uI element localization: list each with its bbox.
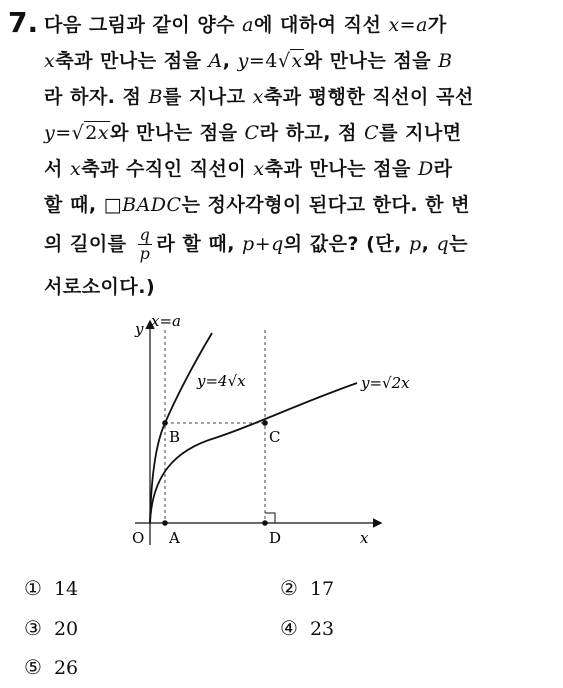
text: 가 <box>427 14 447 36</box>
text: 서로소이다.) <box>44 276 156 298</box>
math-p: p <box>408 233 422 255</box>
text: 축과 만나는 점을 <box>55 50 209 72</box>
question-line-7 <box>44 226 468 263</box>
question-number: 7. <box>8 6 39 39</box>
text: 축과 만나는 점을 <box>264 158 418 180</box>
text: 에 대하여 직선 <box>253 14 389 36</box>
choice-value: 23 <box>309 618 335 640</box>
math-x: x <box>291 50 303 72</box>
choice-2[interactable] <box>280 576 334 600</box>
text: 축과 수직인 직선이 <box>81 158 254 180</box>
text: 의 값은? (단, <box>283 233 409 255</box>
choice-4[interactable] <box>280 616 334 640</box>
label-point-c: C <box>269 428 281 446</box>
question-line-8 <box>44 272 155 299</box>
question-line-3 <box>44 82 474 109</box>
fraction-q-over-p <box>138 226 153 263</box>
choice-value: 14 <box>53 578 79 600</box>
text: 라 하고, 점 <box>259 122 365 144</box>
sqrt-sign: √ <box>71 122 85 144</box>
label-point-a: A <box>169 529 180 547</box>
label-x-axis: x <box>360 529 369 547</box>
figure-graph <box>95 300 410 560</box>
math-B: B <box>438 50 453 72</box>
text: , <box>222 50 238 72</box>
text: 는 <box>449 233 469 255</box>
text: 는 정사각형이 된다고 한다. 한 변 <box>181 194 470 216</box>
math-x: x <box>252 86 264 108</box>
curve-y-4sqrtx <box>150 333 212 523</box>
label-y-axis: y <box>135 320 144 338</box>
math-x: x <box>69 158 82 180</box>
label-origin: O <box>132 529 145 547</box>
point-a <box>162 520 168 526</box>
question-line-1 <box>44 10 447 37</box>
fraction-numerator: q <box>139 225 151 244</box>
math-a: a <box>416 14 428 36</box>
choice-3[interactable] <box>24 616 78 640</box>
label-curve-4sqrtx: y=4√x <box>197 372 246 390</box>
math-y: y <box>44 122 56 144</box>
choice-1[interactable] <box>24 576 78 600</box>
text: 와 만나는 점을 <box>110 122 245 144</box>
math-y: y <box>237 50 249 72</box>
label-point-d: D <box>269 529 282 547</box>
text: 라 <box>433 158 453 180</box>
text: 다음 그림과 같이 양수 <box>44 14 243 36</box>
math-a: a <box>242 14 254 36</box>
math-C: C <box>244 122 260 144</box>
choice-mark: ② <box>280 576 298 600</box>
text: 를 지나고 <box>162 86 253 108</box>
text: 축과 평행한 직선이 곡선 <box>263 86 474 108</box>
point-c <box>262 420 268 426</box>
math-D: D <box>417 158 434 180</box>
text: 서 <box>44 158 70 180</box>
fraction-denominator: p <box>139 244 151 263</box>
question-line-5 <box>44 154 453 181</box>
text: , <box>421 233 437 255</box>
text: 와 만나는 점을 <box>303 50 439 72</box>
math-eq: = <box>399 14 417 36</box>
choice-value: 26 <box>53 657 79 679</box>
sqrt-sign: √ <box>277 50 291 72</box>
math-x: x <box>253 158 265 180</box>
math-C: C <box>364 122 380 144</box>
label-curve-sqrt2x: y=√2x <box>361 374 410 392</box>
choice-mark: ④ <box>280 616 298 640</box>
math-x: x <box>44 50 56 72</box>
math-x: x <box>388 14 400 36</box>
choice-mark: ① <box>24 576 42 600</box>
text: 의 길이를 <box>44 233 134 255</box>
math-A: A <box>208 50 223 72</box>
label-point-b: B <box>169 428 181 446</box>
choice-5[interactable] <box>24 655 78 679</box>
question-line-6 <box>44 190 470 217</box>
math-p-plus-q: p+q <box>242 233 284 255</box>
text: 라 할 때, <box>156 233 243 255</box>
math-B: B <box>148 86 163 108</box>
text: 를 지나면 <box>379 122 462 144</box>
math-eq4: =4 <box>248 50 278 72</box>
math-BADC: BADC <box>122 194 182 216</box>
choice-value: 17 <box>309 578 335 600</box>
text: 라 하자. 점 <box>44 86 149 108</box>
point-d <box>262 520 268 526</box>
point-b <box>162 420 168 426</box>
choice-value: 20 <box>53 618 79 640</box>
math-eq: = <box>55 122 72 144</box>
choice-mark: ③ <box>24 616 42 640</box>
math-x: x <box>97 122 110 144</box>
question-line-4 <box>44 118 462 145</box>
choice-mark: ⑤ <box>24 655 42 679</box>
question-line-2 <box>44 46 453 73</box>
math-q: q <box>436 233 450 255</box>
curve-y-sqrt2x <box>150 383 357 523</box>
text: 할 때, □ <box>44 194 123 216</box>
math-2: 2 <box>85 122 98 144</box>
label-x-equals-a: x=a <box>151 312 181 330</box>
